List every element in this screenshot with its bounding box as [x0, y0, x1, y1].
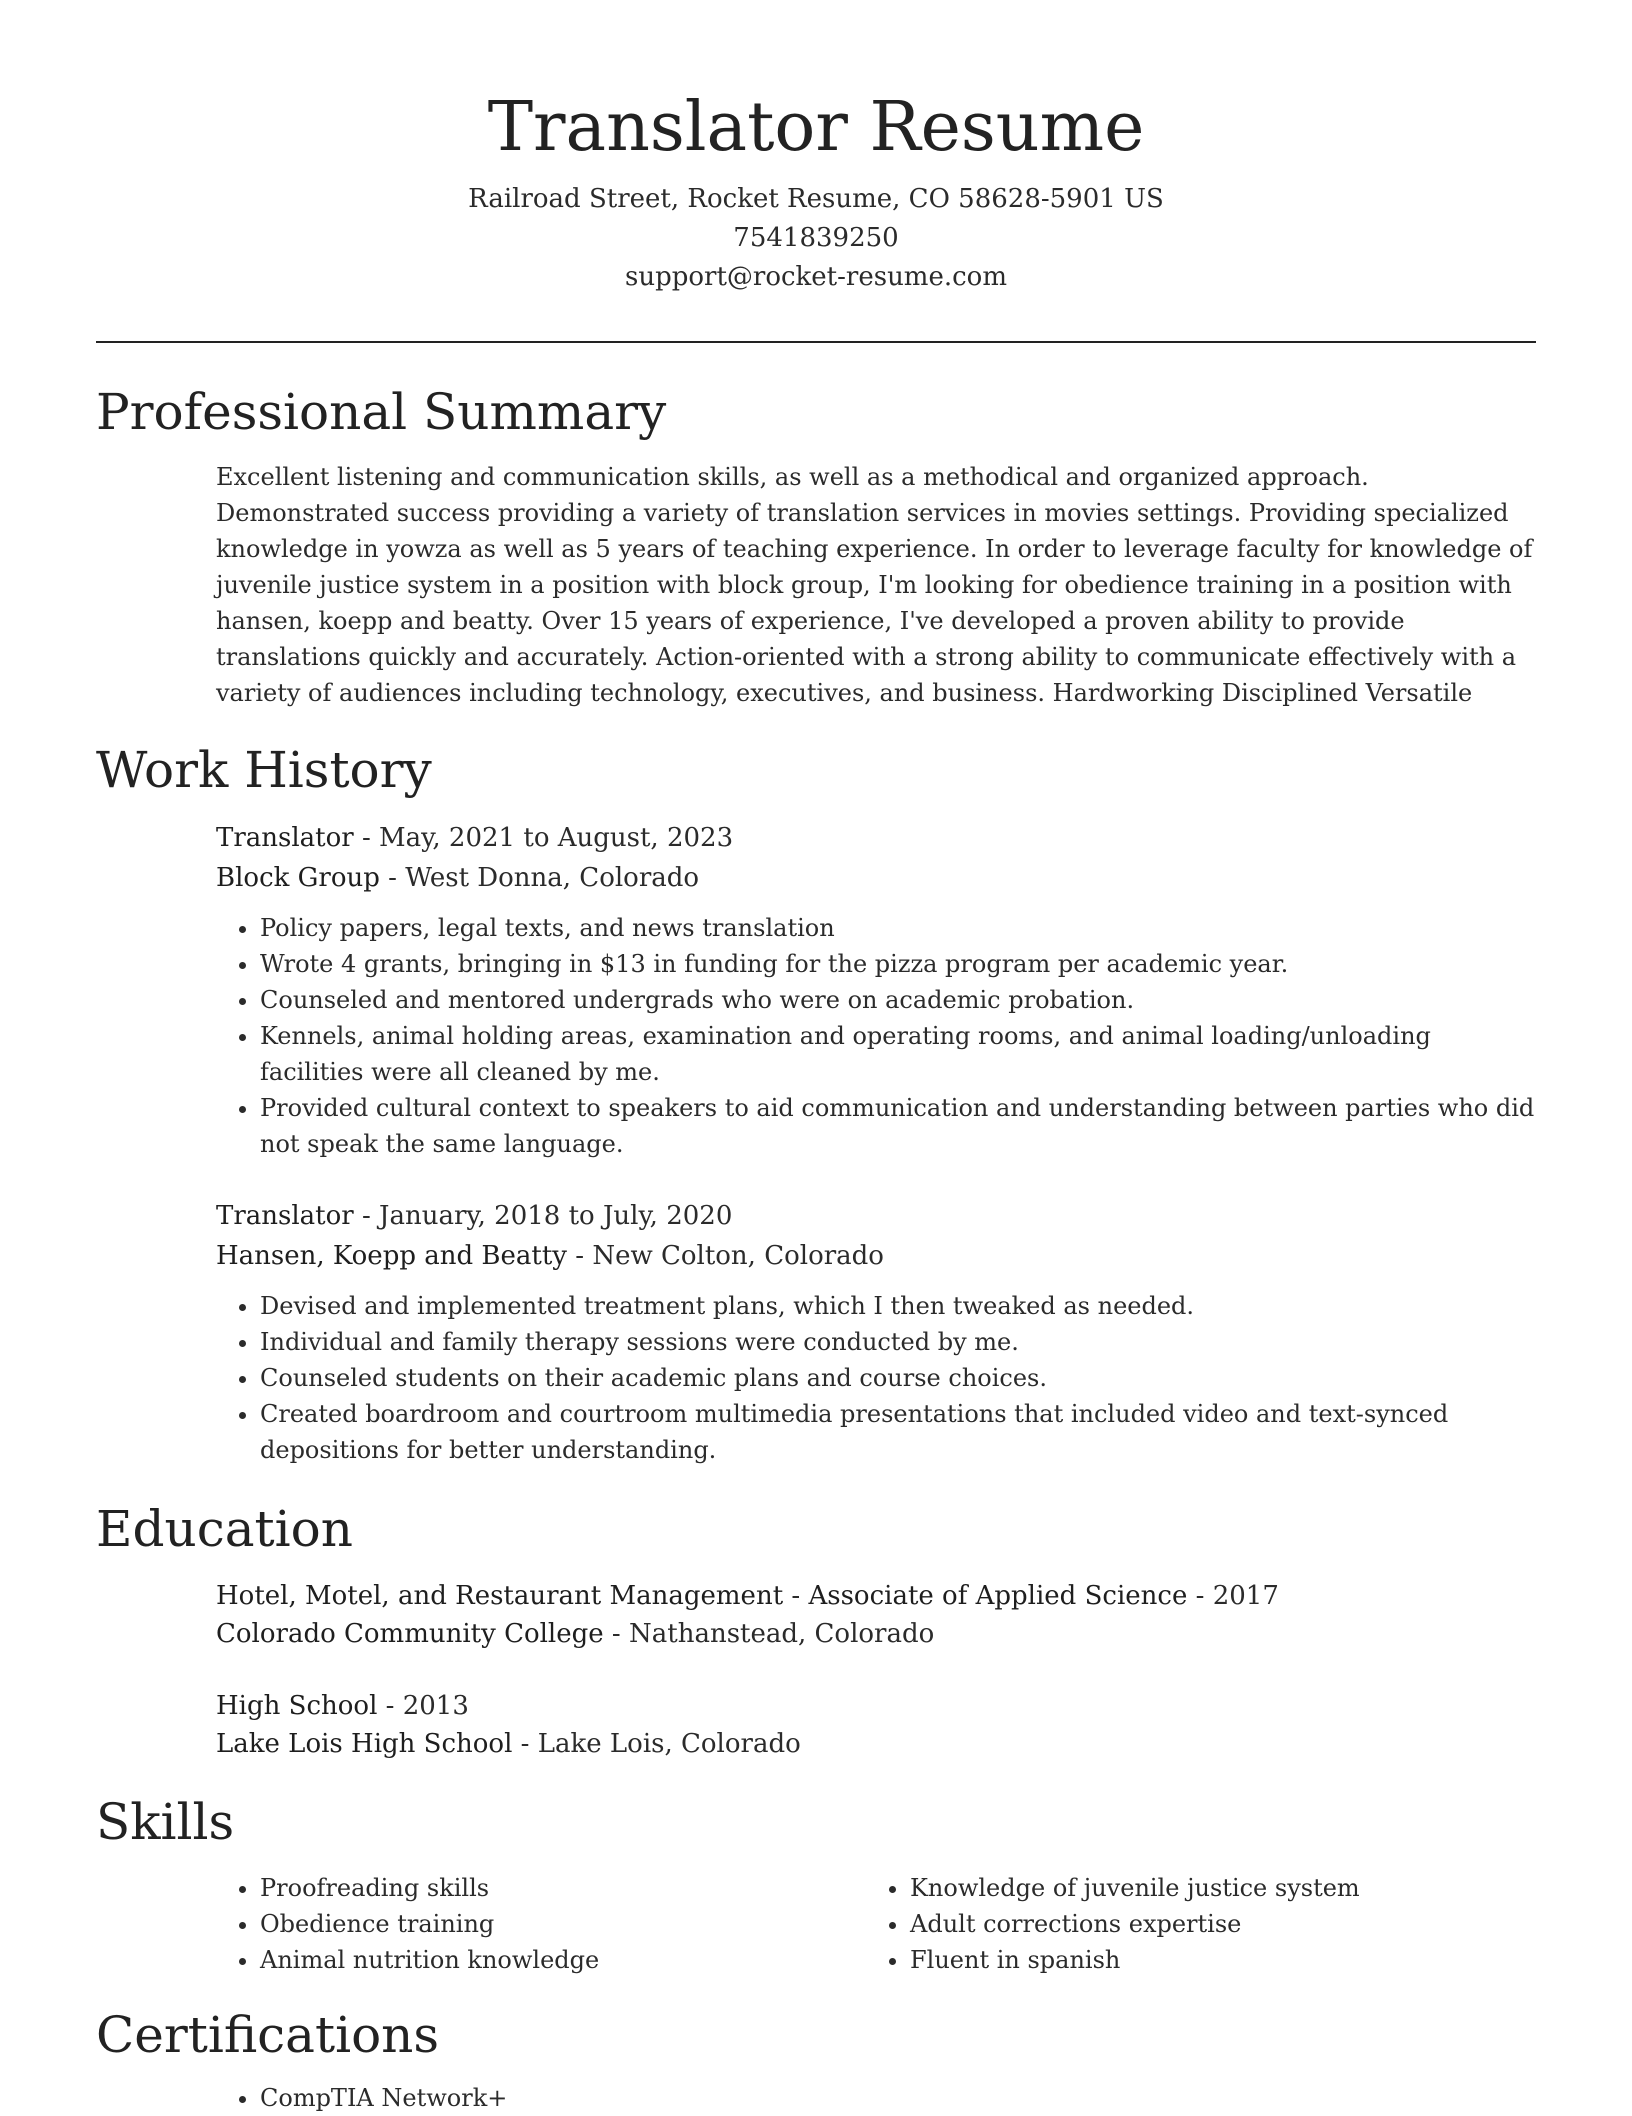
skill-item: • Proofreading skills	[260, 1870, 866, 1906]
job-dates: January, 2018 to July, 2020	[379, 1201, 733, 1231]
list-item: • Wrote 4 grants, bringing in $13 in funding for the pizza program per academic year.	[260, 946, 1536, 982]
list-item: • Devised and implemented treatment plans, which I then tweaked as needed.	[260, 1288, 1536, 1324]
job-company: Hansen, Koepp and Beatty	[216, 1241, 567, 1271]
education-degree: Associate of Applied Science	[808, 1581, 1188, 1611]
job-location: New Colton, Colorado	[592, 1241, 884, 1271]
education-location: Nathanstead, Colorado	[629, 1619, 935, 1649]
skill-item: • Obedience training	[260, 1906, 866, 1942]
phone: 7541839250	[733, 223, 899, 253]
skills-list	[866, 1870, 1516, 1978]
separator: -	[783, 1581, 809, 1611]
job-role: Translator	[216, 1201, 354, 1231]
education-field: Hotel, Motel, and Restaurant Management	[216, 1581, 784, 1611]
header-divider	[96, 341, 1536, 343]
separator: -	[566, 1241, 593, 1271]
skills-heading: Skills	[96, 1793, 235, 1851]
job-entry	[216, 818, 1536, 1162]
separator: -	[377, 1691, 403, 1721]
list-item: • Created boardroom and courtroom multimedia presentations that included video and text-synced depositions for better understanding.	[260, 1396, 1536, 1468]
certification-item: • CompTIA Network+	[260, 2080, 1536, 2116]
education-school-line	[216, 1615, 1536, 1653]
job-bullets	[216, 1288, 1536, 1468]
separator: -	[379, 863, 406, 893]
job-title-line	[216, 1196, 1536, 1236]
skill-item: • Knowledge of juvenile justice system	[910, 1870, 1516, 1906]
separator: -	[353, 823, 380, 853]
address: Railroad Street, Rocket Resume, CO 58628-5901 US	[468, 184, 1164, 214]
resume-header	[96, 84, 1536, 297]
list-item: • Kennels, animal holding areas, examination and operating rooms, and animal loading/unloading facilities were all cleaned by me.	[260, 1018, 1536, 1090]
job-company-line	[216, 858, 1536, 898]
summary-section	[216, 459, 1536, 711]
job-bullets	[216, 910, 1536, 1162]
certifications-heading: Certifications	[96, 2006, 440, 2064]
education-degree-line	[216, 1687, 1536, 1725]
education-field: High School	[216, 1691, 378, 1721]
separator: -	[603, 1619, 629, 1649]
education-heading: Education	[96, 1500, 353, 1558]
summary-heading: Professional Summary	[96, 383, 667, 441]
resume-title: Translator Resume	[487, 88, 1145, 167]
skills-column-left	[216, 1870, 866, 1978]
education-entry	[216, 1687, 1536, 1763]
education-location: Lake Lois, Colorado	[537, 1729, 801, 1759]
skills-list	[216, 1870, 866, 1978]
job-location: West Donna, Colorado	[405, 863, 700, 893]
list-item: • Counseled students on their academic plans and course choices.	[260, 1360, 1536, 1396]
list-item: • Counseled and mentored undergrads who were on academic probation.	[260, 982, 1536, 1018]
education-year: 2017	[1212, 1581, 1279, 1611]
certifications-list	[216, 2080, 1536, 2116]
education-entry	[216, 1577, 1536, 1653]
job-entry	[216, 1196, 1536, 1468]
list-item: • Individual and family therapy sessions were conducted by me.	[260, 1324, 1536, 1360]
education-degree-line	[216, 1577, 1536, 1615]
skills-column-right	[866, 1870, 1516, 1978]
list-item: • Provided cultural context to speakers to aid communication and understanding between parties who did not speak the same language.	[260, 1090, 1536, 1162]
summary-text: Excellent listening and communication skills, as well as a methodical and organized approach. Demonstrated success providing a variety of translation services in movies settings. Providing specialized knowledge in yowza as well as 5 years of teaching experience. In order to leverage faculty for knowledge of juvenile justice system in a position with block group, I'm looking for obedience training in a position with hansen, koepp and beatty. Over 15 years of experience, I've developed a proven ability to provide translations quickly and accurately. Action-oriented with a strong ability to communicate effectively with a variety of audiences including technology, executives, and business. Hardworking Disciplined Versatile	[216, 463, 1533, 707]
education-school-line	[216, 1725, 1536, 1763]
skill-item: • Animal nutrition knowledge	[260, 1942, 866, 1978]
certifications-section	[216, 2080, 1536, 2116]
skill-item: • Adult corrections expertise	[910, 1906, 1516, 1942]
education-school: Lake Lois High School	[216, 1729, 513, 1759]
contact-info	[96, 180, 1536, 297]
skills-grid	[216, 1870, 1536, 1978]
job-dates: May, 2021 to August, 2023	[379, 823, 734, 853]
job-company: Block Group	[216, 863, 380, 893]
skills-section	[216, 1870, 1536, 1978]
skill-item: • Fluent in spanish	[910, 1942, 1516, 1978]
job-role: Translator	[216, 823, 354, 853]
work-history-heading: Work History	[96, 741, 432, 799]
separator: -	[1187, 1581, 1213, 1611]
separator: -	[353, 1201, 380, 1231]
list-item: • Policy papers, legal texts, and news translation	[260, 910, 1536, 946]
separator: -	[512, 1729, 538, 1759]
education-school: Colorado Community College	[216, 1619, 604, 1649]
job-title-line	[216, 818, 1536, 858]
email: support@rocket-resume.com	[624, 262, 1007, 292]
education-year: 2013	[402, 1691, 469, 1721]
job-company-line	[216, 1236, 1536, 1276]
